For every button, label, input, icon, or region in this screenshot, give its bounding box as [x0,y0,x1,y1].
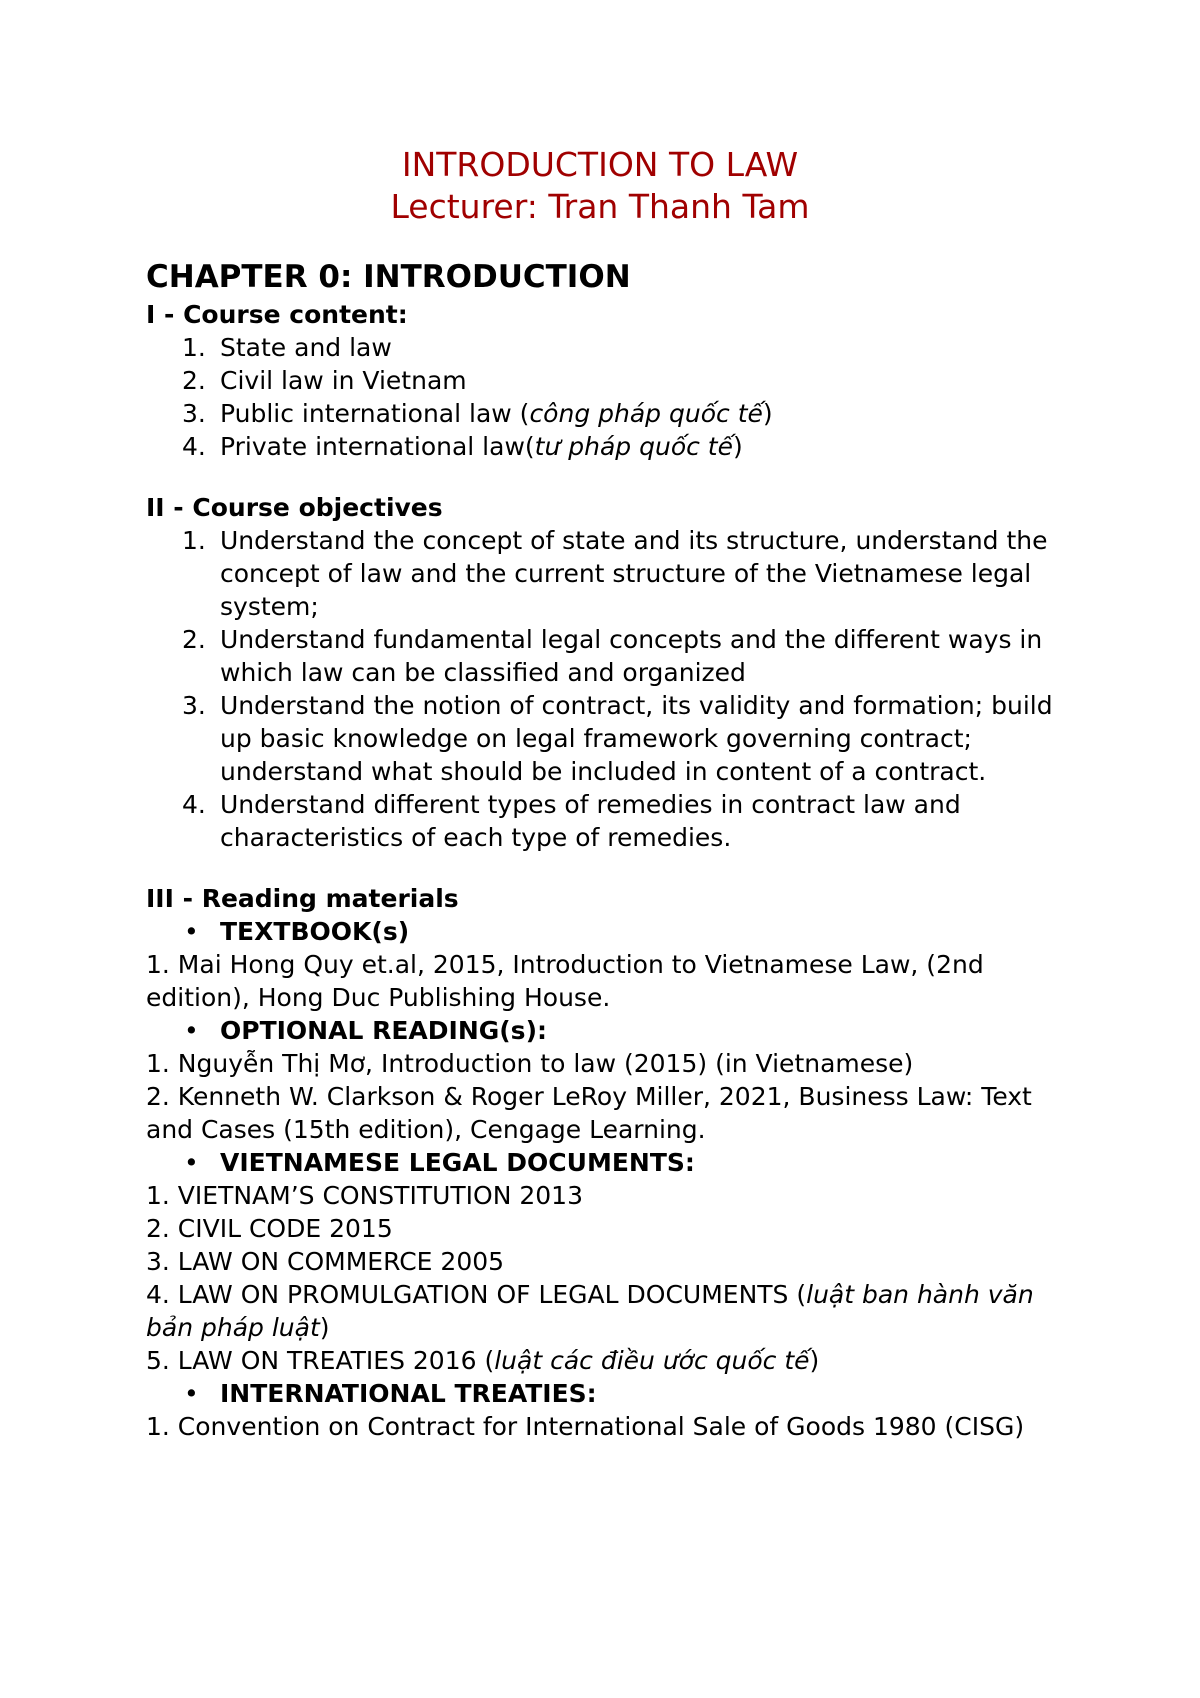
bullet-label: TEXTBOOK(s) [220,917,410,946]
item-text: Understand different types of remedies in contract law and characteristics of each type of remedies. [220,790,961,852]
reference-text-after: ) [809,1346,820,1375]
item-number: 4. [182,790,206,819]
reference-text: 2. CIVIL CODE 2015 [146,1214,393,1243]
item-text: Civil law in Vietnam [220,366,467,395]
item-number: 1. [182,526,206,555]
spacer [146,854,1086,882]
bullet-label: OPTIONAL READING(s): [220,1016,547,1045]
bullet-label: INTERNATIONAL TREATIES: [220,1379,597,1408]
reference-text: 5. LAW ON TREATIES 2016 ( [146,1346,495,1375]
treaties-bullet [146,1377,1086,1410]
item-number: 1. [182,333,206,362]
reference-item [146,1278,1086,1344]
section-course-objectives-heading: II - Course objectives [146,493,443,522]
reference-item [146,1344,1086,1377]
reference-item: 1. Convention on Contract for International Sale of Goods 1980 (CISG) [146,1412,1025,1441]
item-text: Understand the notion of contract, its validity and formation; build up basic knowledge on legal framework governing contract; understand what should be included in content of a contract. [220,691,1053,786]
spacer [146,463,1086,491]
item-italic: tư pháp quốc tế [534,432,733,461]
reference-text: 1. VIETNAM’S CONSTITUTION 2013 [146,1181,583,1210]
list-item [146,623,1086,689]
reference-item [146,1245,1086,1278]
list-item [146,788,1086,854]
item-number: 2. [182,625,206,654]
reference-text: 4. LAW ON PROMULGATION OF LEGAL DOCUMENTS ( [146,1280,807,1309]
reference-item: 2. Kenneth W. Clarkson & Roger LeRoy Miller, 2021, Business Law: Text and Cases (15th edition), Cengage Learning. [146,1082,1032,1144]
item-text: Public international law ( [220,399,530,428]
item-text: State and law [220,333,392,362]
list-item [146,524,1086,623]
item-text: Understand fundamental legal concepts and the different ways in which law can be classified and organized [220,625,1043,687]
reference-item: 1. Nguyễn Thị Mơ, Introduction to law (2015) (in Vietnamese) [146,1049,914,1078]
bullet-label: VIETNAMESE LEGAL DOCUMENTS: [220,1148,695,1177]
document-body [146,258,1086,1443]
bullet-icon: • [184,1148,199,1177]
item-italic: công pháp quốc tế [529,399,763,428]
item-number: 3. [182,691,206,720]
bullet-icon: • [184,917,199,946]
chapter-heading: CHAPTER 0: INTRODUCTION [146,259,631,295]
item-text: Understand the concept of state and its structure, understand the concept of law and the current structure of the Vietnamese legal system; [220,526,1048,621]
item-number: 2. [182,366,206,395]
item-number: 4. [182,432,206,461]
list-item [146,430,1086,463]
list-item [146,397,1086,430]
reference-item: 1. Mai Hong Quy et.al, 2015, Introduction to Vietnamese Law, (2nd edition), Hong Duc Publishing House. [146,950,984,1012]
title-block [0,144,1200,228]
reference-item [146,1212,1086,1245]
list-item [146,331,1086,364]
textbooks-bullet [146,915,1086,948]
section-course-content-heading: I - Course content: [146,300,408,329]
list-item [146,689,1086,788]
list-item [146,364,1086,397]
item-text-after: ) [732,432,743,461]
course-objectives-list [146,524,1086,854]
item-number: 3. [182,399,206,428]
bullet-icon: • [184,1379,199,1408]
document-title: INTRODUCTION TO LAW [401,145,799,184]
bullet-icon: • [184,1016,199,1045]
item-text-after: ) [762,399,773,428]
reference-text: 3. LAW ON COMMERCE 2005 [146,1247,505,1276]
item-text: Private international law( [220,432,535,461]
reference-text-after: ) [319,1313,330,1342]
course-content-list [146,331,1086,463]
reference-item [146,1179,1086,1212]
optional-reading-bullet [146,1014,1086,1047]
reference-italic: luật các điều ước quốc tế [494,1346,810,1375]
lecturer-line: Lecturer: Tran Thanh Tam [390,187,810,226]
reference-italic: luật ban hành văn bản pháp luật [146,1280,1034,1342]
legal-documents-bullet [146,1146,1086,1179]
section-reading-materials-heading: III - Reading materials [146,884,459,913]
